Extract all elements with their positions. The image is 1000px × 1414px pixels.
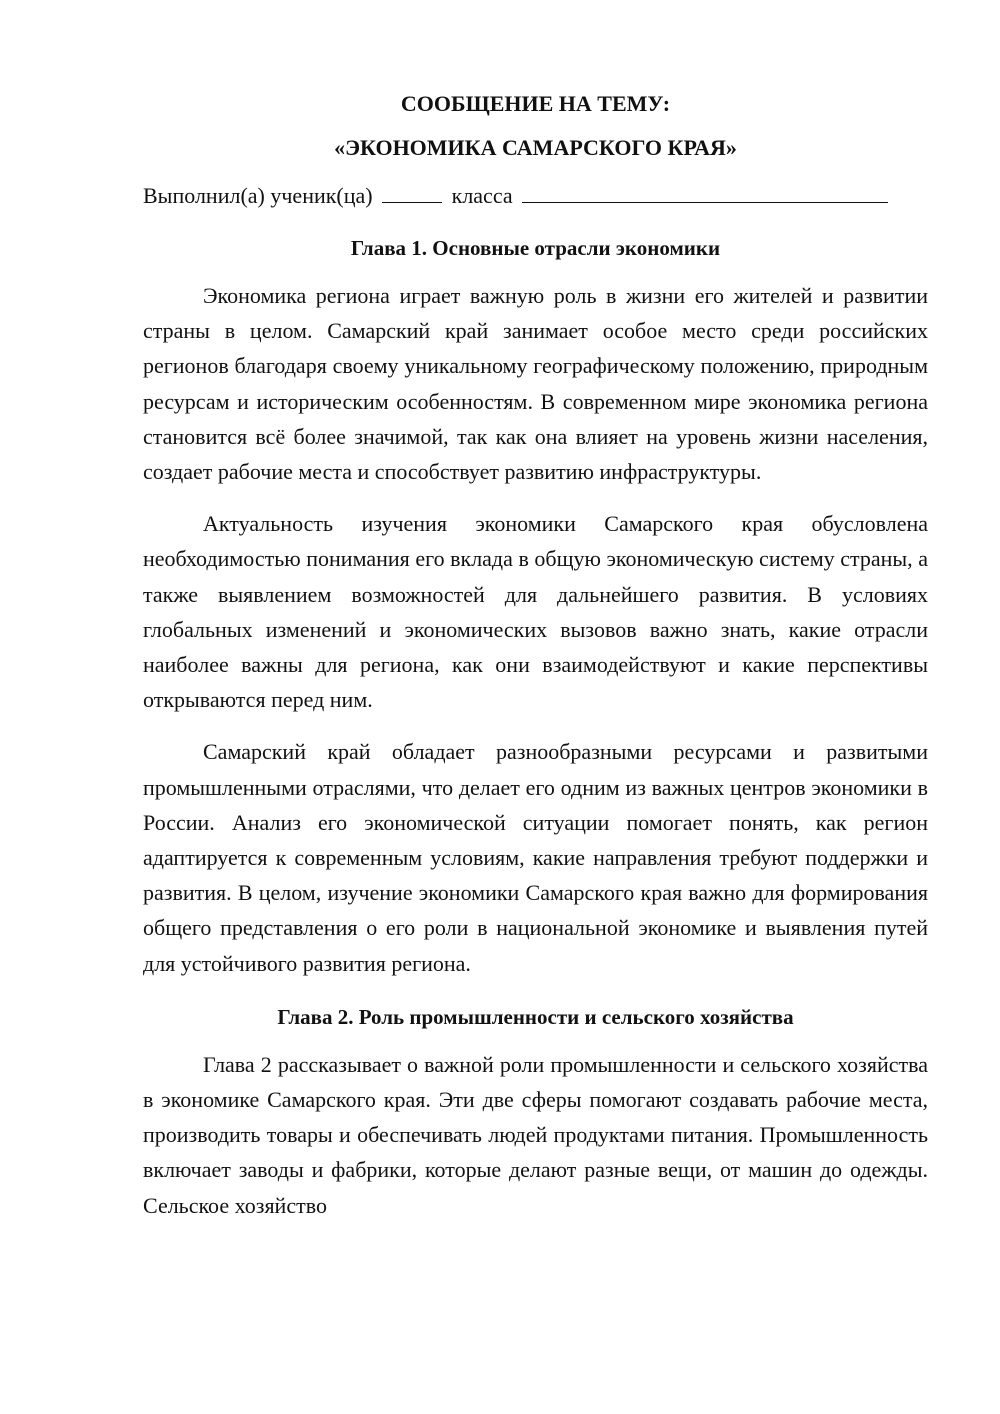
paragraph: Самарский край обладает разнообразными ресурсами и развитыми промышленными отраслями, что делает его одним из важных центров экономики в России. Анализ его экономической ситуации помогает понять, как регион адаптируется к современным условиям, какие направления требуют поддержки и развития. В целом, изучение экономики Самарского края важно для формирования общего представления о его роли в национальной экономике и выявления путей для устойчивого развития региона.	[143, 739, 928, 976]
document-page	[143, 88, 928, 1223]
author-line	[143, 180, 928, 212]
paragraph: Экономика региона играет важную роль в жизни его жителей и развитии страны в целом. Самарский край занимает особое место среди российских регионов благодаря своему уникальному географическому положению, природным ресурсам и историческим особенностям. В современном мире экономика региона становится всё более значимой, так как она влияет на уровень жизни населения, создает рабочие места и способствует развитию инфраструктуры.	[143, 283, 928, 485]
class-number-blank	[382, 180, 442, 203]
class-label: класса	[451, 183, 513, 208]
author-name-blank	[522, 180, 888, 203]
paragraph: Актуальность изучения экономики Самарского края обусловлена необходимостью понимания его вклада в общую экономическую систему страны, а также выявлением возможностей для дальнейшего развития. В условиях глобальных изменений и экономических вызовов важно знать, какие отрасли наиболее важны для региона, как они взаимодействуют и какие перспективы открываются перед ним.	[143, 511, 928, 713]
chapter-1-heading: Глава 1. Основные отрасли экономики	[350, 236, 721, 260]
author-label: Выполнил(а) ученик(ца)	[143, 183, 373, 208]
chapter-2-heading: Глава 2. Роль промышленности и сельского хозяйства	[277, 1004, 794, 1029]
document-title: СООБЩЕНИЕ НА ТЕМУ:	[400, 91, 671, 116]
paragraph: Глава 2 рассказывает о важной роли промышленности и сельского хозяйства в экономике Самарского края. Эти две сферы помогают создавать рабочие места, производить товары и обеспечивать людей продуктами питания. Промышленность включает заводы и фабрики, которые делают разные вещи, от машин до одежды. Сельское хозяйство	[143, 1051, 928, 1218]
document-subtitle: «ЭКОНОМИКА САМАРСКОГО КРАЯ»	[334, 135, 737, 160]
